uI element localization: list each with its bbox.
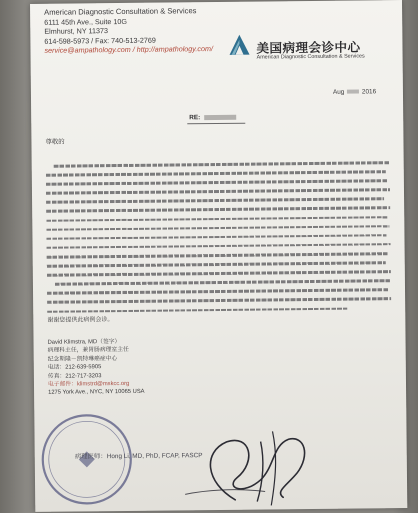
mountain-logo-icon xyxy=(226,32,252,58)
signer-organization: 纪念斯隆－凯特琳癌症中心 xyxy=(47,355,118,363)
letter-sheet xyxy=(30,0,407,512)
logo-english-name: American Diagnostic Consultation & Services xyxy=(256,53,365,61)
logo-chinese-name: 美国病理会诊中心 xyxy=(256,40,361,56)
address-line-2: Elmhurst, NY 11373 xyxy=(44,26,108,36)
letter-date xyxy=(333,88,376,95)
signer-phone: 电话：212-639-5905 xyxy=(47,364,102,371)
letter-body xyxy=(46,158,392,316)
signer-title: 病理科主任，兼胃肠病理室主任 xyxy=(47,347,129,355)
subject-redaction xyxy=(204,115,236,120)
email-web: service@ampathology.com / http://ampathology.com/ xyxy=(44,44,213,56)
handwritten-name: Hong Li, MD, PhD, FCAP, FASCP xyxy=(106,452,203,461)
date-year: 2016 xyxy=(361,88,377,96)
subject-line xyxy=(189,114,236,121)
org-name: American Diagnostic Consultation & Services xyxy=(44,6,197,17)
greeting: 尊敬的 xyxy=(45,138,65,146)
letterhead-address xyxy=(44,6,213,56)
handwritten-signature xyxy=(164,421,325,511)
signer-address: 1275 York Ave., NYC, NY 10065 USA xyxy=(48,389,145,397)
closing-line: 谢谢您提供此病例会诊。 xyxy=(47,317,114,324)
handwritten-prefix: 病理医师： xyxy=(74,453,107,461)
date-month: Aug xyxy=(332,88,345,96)
date-redaction xyxy=(347,90,359,94)
phone-fax: 614-598-5973 / Fax: 740-513-2769 xyxy=(44,35,156,46)
subject-underline xyxy=(187,123,245,124)
signer-name: David Klimstra, MD（签字） xyxy=(47,339,121,346)
subject-label: RE: xyxy=(189,114,201,122)
address-line-1: 6111 45th Ave., Suite 10G xyxy=(44,16,127,27)
signature-block xyxy=(48,338,145,398)
signer-email: 电子邮件：klimstrd@mskcc.org xyxy=(47,380,130,388)
signer-fax: 传真：212-717-3203 xyxy=(47,372,102,380)
